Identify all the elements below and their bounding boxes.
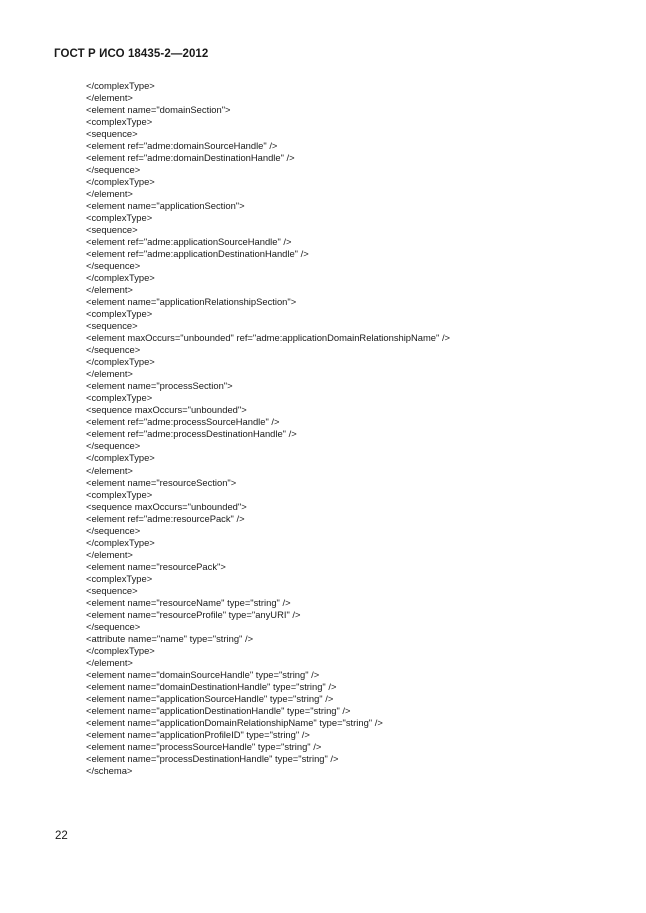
code-line: <element name="domainSection">	[86, 104, 231, 116]
code-line: <element ref="adme:resourcePack" />	[86, 512, 245, 524]
code-line: <element name="resourceProfile" type="anyURI" />	[86, 608, 301, 620]
code-line: </element>	[86, 548, 133, 560]
code-line: </element>	[86, 464, 133, 476]
code-line: </element>	[86, 188, 133, 200]
page-number: 22	[55, 830, 68, 842]
code-line: <complexType>	[86, 308, 153, 320]
code-line: </sequence>	[86, 260, 141, 272]
code-line: <element ref="adme:processDestinationHandle" />	[86, 428, 297, 440]
code-line: <element name="resourceName" type="string" />	[86, 596, 291, 608]
code-line: <sequence>	[86, 128, 138, 140]
code-line: </complexType>	[86, 80, 155, 91]
code-line: </element>	[86, 284, 133, 296]
code-line: <sequence maxOccurs="unbounded">	[86, 404, 247, 416]
code-line: </element>	[86, 368, 133, 380]
code-line: <element ref="adme:domainDestinationHandle" />	[86, 152, 295, 164]
code-line: <complexType>	[86, 392, 153, 404]
code-line: <element name="processDestinationHandle" type="string" />	[86, 752, 339, 764]
code-line: <element name="applicationDestinationHandle" type="string" />	[86, 704, 351, 716]
code-line: </element>	[86, 92, 133, 104]
code-line: </complexType>	[86, 356, 155, 368]
code-line: </element>	[86, 656, 133, 668]
code-line: </complexType>	[86, 644, 155, 656]
code-line: </sequence>	[86, 344, 141, 356]
code-line: </complexType>	[86, 272, 155, 284]
code-line: <element name="applicationProfileID" type="string" />	[86, 728, 310, 740]
code-line: <element ref="adme:applicationDestinationHandle" />	[86, 248, 309, 260]
code-line: <complexType>	[86, 212, 153, 224]
code-line: <element name="applicationDomainRelationshipName" type="string" />	[86, 716, 383, 728]
code-line: <element ref="adme:domainSourceHandle" />	[86, 140, 278, 152]
code-line: <element name="resourcePack">	[86, 560, 226, 572]
xml-schema-listing	[86, 80, 450, 777]
code-line: </complexType>	[86, 452, 155, 464]
code-line: </sequence>	[86, 440, 141, 452]
code-line: </sequence>	[86, 164, 141, 176]
document-header: ГОСТ Р ИСО 18435-2—2012	[54, 48, 209, 60]
code-line: </complexType>	[86, 536, 155, 548]
code-line: <element name="domainDestinationHandle" type="string" />	[86, 680, 337, 692]
code-line: <complexType>	[86, 572, 153, 584]
code-line: <sequence>	[86, 584, 138, 596]
code-line: <complexType>	[86, 116, 153, 128]
code-line: <element name="applicationSourceHandle" type="string" />	[86, 692, 334, 704]
code-line: </sequence>	[86, 620, 141, 632]
code-line: <attribute name="name" type="string" />	[86, 632, 254, 644]
code-line: <element name="processSection">	[86, 380, 233, 392]
code-line: <element name="resourceSection">	[86, 476, 237, 488]
code-line: <sequence maxOccurs="unbounded">	[86, 500, 247, 512]
code-line: <complexType>	[86, 488, 153, 500]
code-line: <element ref="adme:processSourceHandle" />	[86, 416, 280, 428]
code-line: <sequence>	[86, 224, 138, 236]
code-line: <sequence>	[86, 320, 138, 332]
code-line: </sequence>	[86, 524, 141, 536]
code-line: </schema>	[86, 764, 133, 776]
code-line: <element name="processSourceHandle" type="string" />	[86, 740, 322, 752]
code-line: <element name="domainSourceHandle" type="string" />	[86, 668, 320, 680]
code-line: <element ref="adme:applicationSourceHandle" />	[86, 236, 292, 248]
code-line: <element maxOccurs="unbounded" ref="adme:applicationDomainRelationshipName" />	[86, 332, 451, 344]
code-line: <element name="applicationRelationshipSection">	[86, 296, 297, 308]
code-line: </complexType>	[86, 176, 155, 188]
code-line: <element name="applicationSection">	[86, 200, 245, 212]
